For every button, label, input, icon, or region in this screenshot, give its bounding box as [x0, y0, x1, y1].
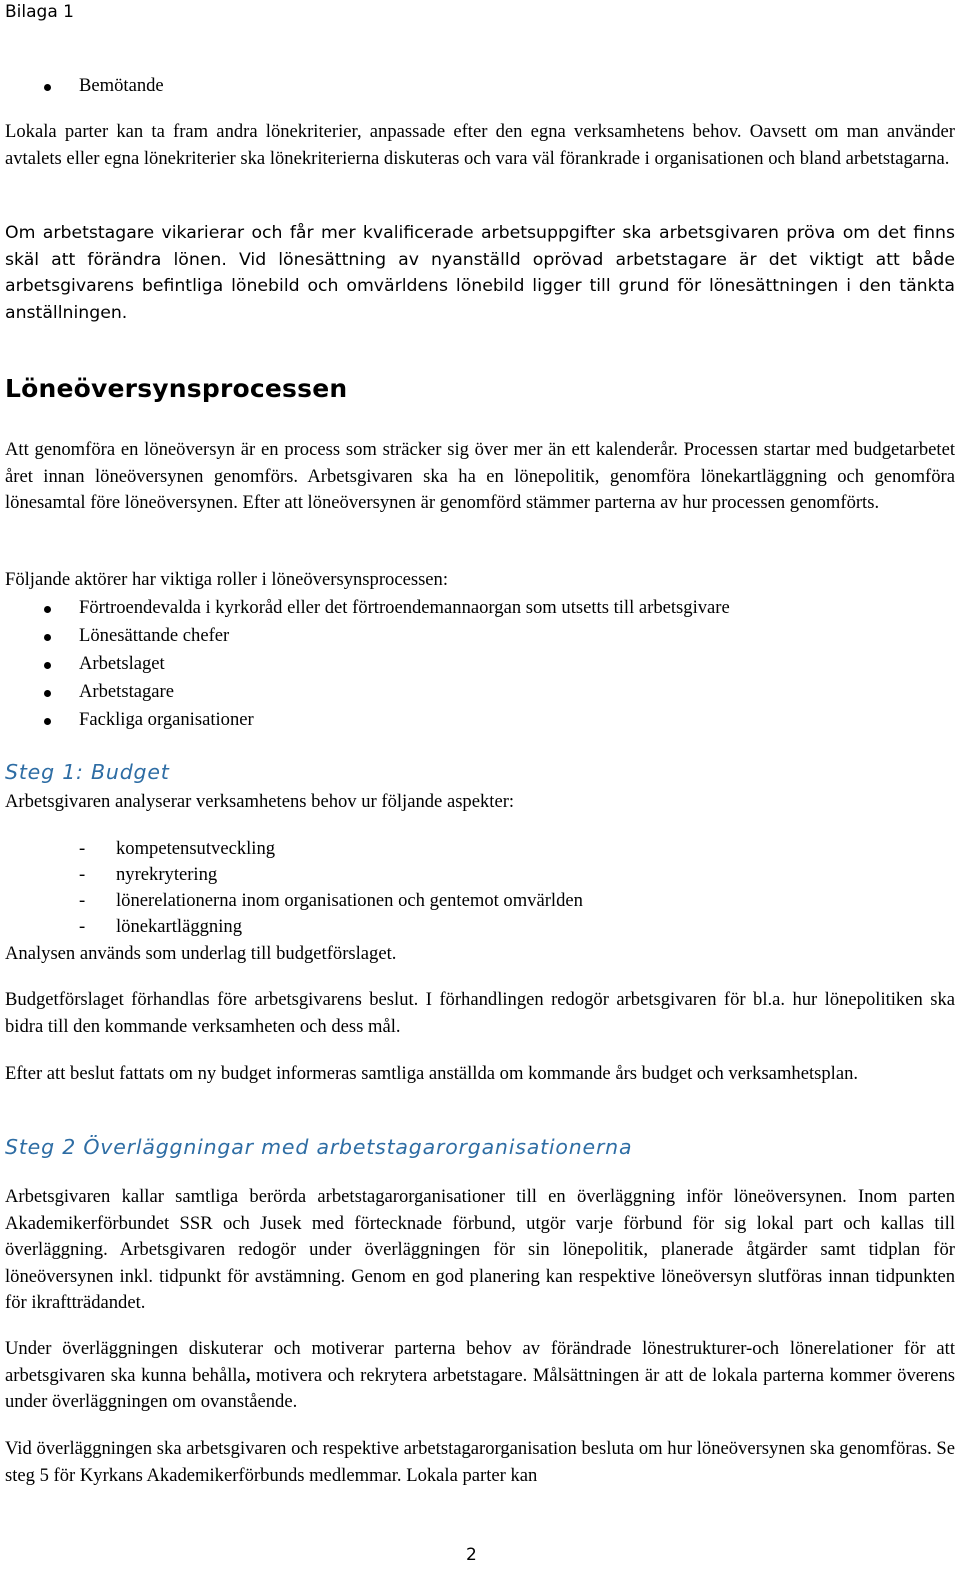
list-item-text: kompetensutveckling: [116, 838, 276, 859]
list-item: [0, 651, 950, 679]
step-1-paragraph-2: Budgetförslaget förhandlas före arbetsgivarens beslut. I förhandlingen redogör arbetsgivaren för bl.a. hur lönepolitiken ska bidra till den kommande verksamheten och dess mål.: [5, 989, 955, 1037]
step-2-paragraph-2-bold-comma: ,: [245, 1364, 251, 1386]
intro-paragraph-1: Lokala parter kan ta fram andra lönekriterier, anpassade efter den egna verksamhetens behov. Oavsett om man använder avtalets eller egna lönekriterier ska lönekriterierna diskuteras och vara väl förankrade i organisationen och bland arbetstagarna.: [5, 121, 955, 169]
attachment-label: Bilaga 1: [5, 2, 74, 22]
bullet-icon: [44, 606, 51, 613]
list-item-text: Fackliga organisationer: [79, 709, 254, 730]
step-2-paragraph-3: Vid överläggningen ska arbetsgivaren och respektive arbetstagarorganisation besluta om hur löneöversynen ska genomföras. Se steg 5 för Kyrkans Akademikerförbunds medlemmar. Lokala parter kan: [5, 1438, 955, 1486]
list-item: [0, 623, 950, 651]
list-item-text: lönekartläggning: [116, 916, 242, 937]
step-2-heading: Steg 2 Överläggningar med arbetstagarorganisationerna: [5, 1135, 633, 1159]
bullet-icon: [44, 718, 51, 725]
process-paragraph: Att genomföra en löneöversyn är en process som sträcker sig över mer än ett kalenderår. Processen startar med budgetarbetet året innan löneöversynen genomförs. Arbetsgivaren ska ha en lönepolitik, genomföra lönekartläggning och genomföra lönesamtal före löneöversynen. Efter att löneöversynen är genomförd stämmer parterna av hur processen genomförts.: [5, 439, 955, 513]
step-2-paragraph-1: Arbetsgivaren kallar samtliga berörda arbetstagarorganisationer till en överläggning inför löneöversynen. Inom parten Akademikerförbundet SSR och Jusek med förtecknade förbund, utgör varje förbund för sig lokal part och kallas till överläggning. Arbetsgivaren redogör under överläggningen för sin lönepolitik, planerade åtgärder samt tidplan för löneöversynen inkl. tidpunkt för avstämning. Genom en god planering kan respektive löneöversyn slutföras innan tidpunkten för ikraftträdandet.: [5, 1186, 955, 1313]
list-item: [0, 595, 950, 623]
list-item-text: Arbetstagare: [79, 681, 174, 702]
step-2-paragraph-2-part-2: motivera och rekrytera arbetstagare. Målsättningen är att de lokala parterna kommer överens under överläggningen om ovanstående.: [5, 1364, 955, 1412]
step-1-paragraph-1: Analysen används som underlag till budgetförslaget.: [5, 943, 397, 964]
bullet-icon: [44, 690, 51, 697]
actors-intro: Följande aktörer har viktiga roller i löneöversynsprocessen:: [5, 569, 449, 590]
step-1-paragraph-3: Efter att beslut fattats om ny budget informeras samtliga anställda om kommande års budget och verksamhetsplan.: [5, 1063, 859, 1084]
list-item: [0, 73, 950, 101]
list-item: [0, 836, 950, 863]
list-item: [0, 679, 950, 707]
intro-paragraph-2-sentence-2: Vid lönesättning av nyanställd oprövad arbetstagare är det viktigt att både arbetsgivarens befintliga lönebild och omvärldens lönebild ligger till grund för lönesättningen i den tänkta anställningen.: [5, 249, 955, 323]
list-item-text: nyrekrytering: [116, 864, 218, 885]
dash-marker: -: [79, 838, 86, 859]
list-item: [0, 914, 950, 941]
section-heading: Löneöversynsprocessen: [5, 374, 348, 403]
dash-marker: -: [79, 916, 86, 937]
list-item: [0, 707, 950, 735]
bullet-icon: [44, 634, 51, 641]
bullet-icon: [44, 662, 51, 669]
list-item: [0, 862, 950, 889]
intro-paragraph-2: [5, 220, 955, 326]
page-number: 2: [466, 1545, 477, 1565]
step-2-paragraph-2: [5, 1336, 955, 1416]
list-item: [0, 888, 950, 915]
list-item-text: Arbetslaget: [79, 653, 165, 674]
list-item-text: Förtroendevalda i kyrkoråd eller det förtroendemannaorgan som utsetts till arbetsgivare: [79, 597, 730, 618]
dash-marker: -: [79, 864, 86, 885]
list-item-text: Bemötande: [79, 75, 164, 96]
list-item-text: lönerelationerna inom organisationen och gentemot omvärlden: [116, 890, 583, 911]
step-1-heading: Steg 1: Budget: [5, 760, 170, 784]
intro-paragraph-2-sentence-1: Om arbetstagare vikarierar och får mer kvalificerade arbetsuppgifter ska arbetsgivaren pröva om det finns skäl att förändra lönen.: [5, 223, 955, 270]
step-2-paragraph-2-part-1: Under överläggningen diskuterar och motiverar parterna behov av förändrade lönestrukturer-och lönerelationer för att arbetsgivaren ska kunna behålla: [5, 1338, 955, 1386]
dash-marker: -: [79, 890, 86, 911]
list-item-text: Lönesättande chefer: [79, 625, 230, 646]
step-1-intro: Arbetsgivaren analyserar verksamhetens behov ur följande aspekter:: [5, 791, 515, 812]
bullet-icon: [44, 84, 51, 91]
